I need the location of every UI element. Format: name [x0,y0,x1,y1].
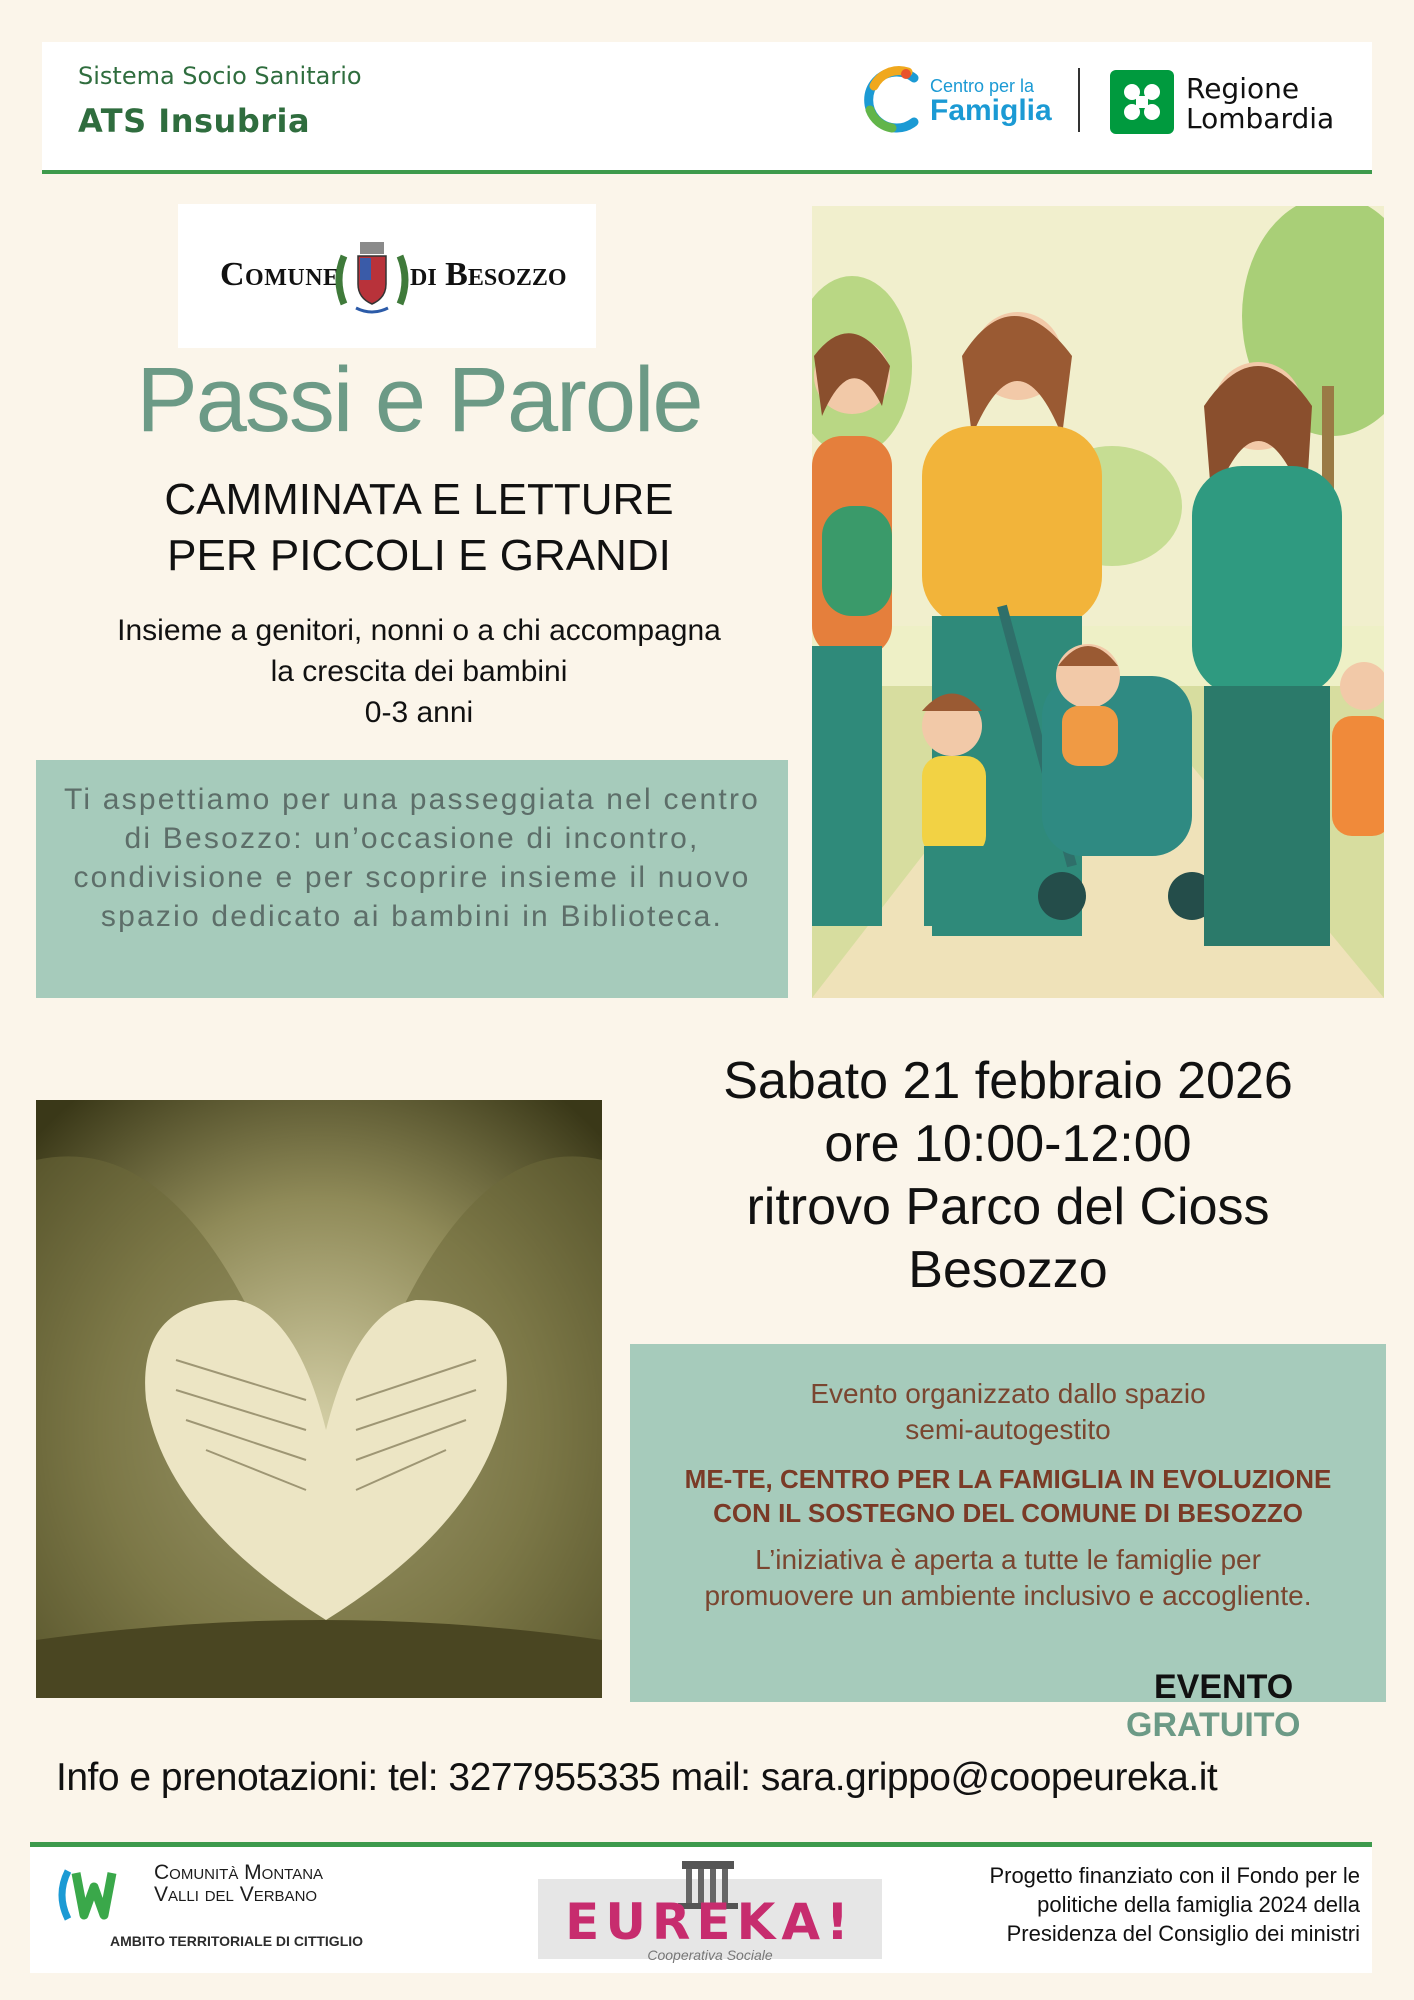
comune-label: Comune [220,256,340,293]
regione-line1: Regione [1186,72,1300,105]
eureka-wordmark: EUREKA! [565,1893,855,1951]
event-date: Sabato 21 febbraio 2026 [723,1052,1293,1110]
organizer-name-line: ME-TE, CENTRO PER LA FAMIGLIA IN EVOLUZIONE [684,1464,1332,1494]
funding-note [910,1861,1360,1948]
families-walking-illustration [812,206,1384,998]
besozzo-label: di Besozzo [410,256,567,293]
event-place: ritrovo Parco del Cioss [746,1178,1270,1236]
organizer-name [630,1462,1386,1530]
contact-info: Info e prenotazioni: tel: 3277955335 mail: sara.grippo@coopeureka.it [56,1756,1218,1799]
audience-line: Insieme a genitori, nonni o a chi accompagna [117,614,721,647]
organizer-box [630,1344,1386,1702]
header-bar [42,42,1372,174]
organizer-description [630,1542,1386,1614]
event-time: ore 10:00-12:00 [824,1115,1192,1173]
funding-line: Progetto finanziato con il Fondo per le [989,1863,1360,1888]
invitation-box: Ti aspettiamo per una passeggiata nel centro di Besozzo: un’occasione di incontro, condivisione e per scoprire insieme il nuovo spazio dedicato ai bambini in Biblioteca. [36,760,788,998]
organizer-intro-line: Evento organizzato dallo spazio [810,1378,1206,1409]
heart-book-photo [36,1100,602,1698]
organizer-name-line: CON IL SOSTEGNO DEL COMUNE DI BESOZZO [713,1498,1303,1528]
centro-famiglia-logo-icon [862,64,926,136]
organizer-intro-line: semi-autogestito [905,1414,1111,1445]
funding-line: Presidenza del Consiglio dei ministri [1006,1921,1360,1946]
free-event-label-accent: GRATUITO [1126,1706,1301,1744]
comunita-ambito: AMBITO TERRITORIALE DI CITTIGLIO [110,1933,364,1949]
regione-lombardia-logo-icon [1110,70,1174,134]
ats-subtitle: Sistema Socio Sanitario [78,62,362,90]
centro-famiglia-big: Famiglia [930,94,1052,127]
audience-text [0,610,838,733]
audience-line: 0-3 anni [364,696,474,729]
footer-bar [30,1842,1372,1973]
comunita-line2: Valli del Verbano [154,1883,318,1906]
ats-title: ATS Insubria [78,102,311,140]
organizer-desc-line: L’iniziativa è aperta a tutte le famiglie per [755,1544,1261,1575]
regione-line2: Lombardia [1186,102,1335,135]
comunita-line1: Comunità Montana [154,1861,324,1884]
event-title: Passi e Parole [136,349,702,451]
organizer-desc-line: promuovere un ambiente inclusivo e accogliente. [704,1580,1312,1611]
subtitle-line: CAMMINATA E LETTURE [164,475,674,524]
event-details [616,1050,1400,1302]
eureka-subtitle: Cooperativa Sociale [647,1947,773,1963]
audience-line: la crescita dei bambini [270,655,568,688]
coat-of-arms-icon [330,234,414,320]
centro-famiglia-small: Centro per la [930,76,1035,96]
comune-besozzo-logo [178,204,596,348]
funding-line: politiche della famiglia 2024 della [1037,1892,1360,1917]
event-town: Besozzo [908,1241,1108,1299]
subtitle-line: PER PICCOLI E GRANDI [167,531,671,580]
header-divider [1078,68,1080,132]
organizer-intro [630,1376,1386,1448]
free-event-label: EVENTO [1154,1668,1294,1706]
event-subtitle [0,472,838,584]
comunita-montana-logo-icon [54,1865,118,1925]
